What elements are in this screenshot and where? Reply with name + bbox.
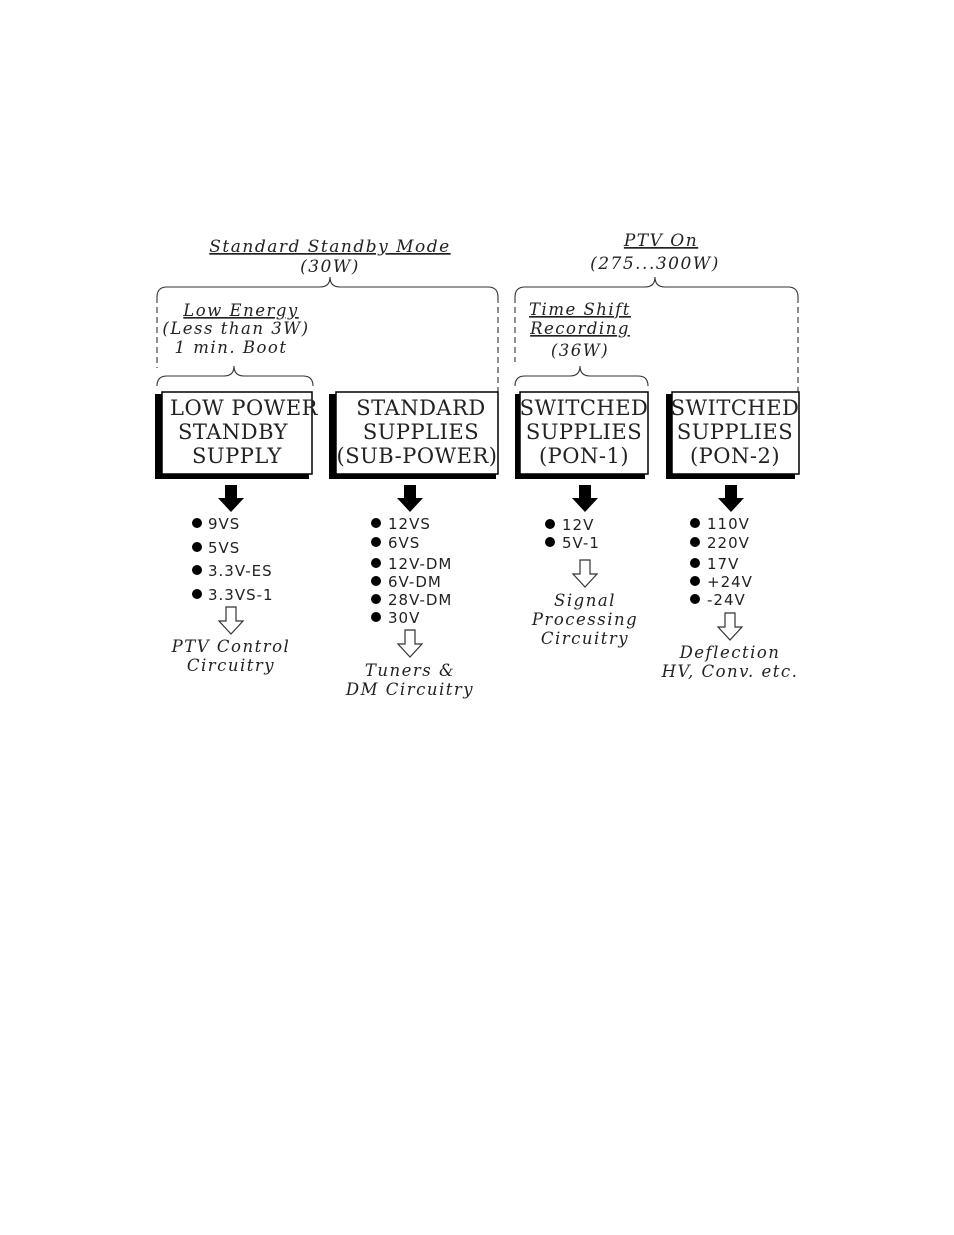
svg-text:17V: 17V — [707, 555, 740, 573]
svg-text:LOW POWER: LOW POWER — [170, 396, 318, 420]
svg-text:+24V: +24V — [707, 573, 753, 591]
svg-text:6VS: 6VS — [388, 534, 421, 552]
svg-text:SUPPLIES: SUPPLIES — [362, 420, 480, 444]
svg-text:3.3V-ES: 3.3V-ES — [208, 562, 273, 580]
svg-text:(PON-2): (PON-2) — [689, 444, 781, 468]
svg-text:PTV Control: PTV Control — [171, 637, 291, 656]
ptv-on-brace — [515, 277, 798, 297]
supply-2-destination — [345, 661, 474, 699]
supply-4-outputs — [690, 515, 753, 609]
supply-4-output-arrow — [718, 485, 744, 512]
standby-mode-title: Standard Standby Mode — [209, 237, 451, 257]
svg-text:SUPPLIES: SUPPLIES — [676, 420, 794, 444]
time-shift-title: Time Shift — [529, 300, 631, 319]
low-energy-brace — [157, 366, 313, 386]
svg-text:Processing: Processing — [531, 610, 639, 629]
ptv-on-power: (275...300W) — [590, 254, 720, 274]
svg-text:12V-DM: 12V-DM — [388, 555, 453, 573]
supply-1-destination — [171, 637, 291, 675]
standby-mode-brace — [157, 277, 498, 297]
supply-4-destination — [661, 643, 799, 681]
low-energy-power: (Less than 3W) — [162, 319, 310, 338]
switched-supplies-pon-1 — [515, 392, 648, 479]
svg-text:30V: 30V — [388, 609, 421, 627]
supply-4-destination-arrow — [718, 613, 742, 640]
svg-text:5V-1: 5V-1 — [562, 534, 600, 552]
time-shift-power: (36W) — [550, 341, 610, 360]
supply-1-outputs — [192, 515, 274, 604]
svg-text:12VS: 12VS — [388, 515, 431, 533]
low-power-standby-supply — [155, 392, 319, 479]
svg-text:Tuners &: Tuners & — [364, 661, 456, 680]
supply-1-destination-arrow — [219, 607, 243, 634]
ptv-on-title: PTV On — [623, 231, 699, 251]
supply-3-outputs — [545, 516, 600, 552]
svg-text:Signal: Signal — [554, 591, 616, 610]
supply-2-outputs — [371, 515, 452, 627]
supply-2-output-arrow — [397, 485, 423, 512]
time-shift-recording: Recording — [530, 319, 630, 338]
svg-text:(PON-1): (PON-1) — [538, 444, 630, 468]
switched-supplies-pon-2 — [666, 392, 799, 479]
svg-text:110V: 110V — [707, 515, 750, 533]
svg-text:-24V: -24V — [707, 591, 746, 609]
supply-2-destination-arrow — [398, 630, 422, 657]
svg-text:HV, Conv. etc.: HV, Conv. etc. — [661, 662, 799, 681]
svg-text:9VS: 9VS — [208, 515, 241, 533]
supply-3-output-arrow — [572, 485, 598, 512]
time-shift-brace — [515, 366, 648, 386]
svg-text:STANDARD: STANDARD — [356, 396, 486, 420]
svg-text:STANDBY: STANDBY — [178, 420, 289, 444]
svg-text:Circuitry: Circuitry — [186, 656, 276, 675]
low-energy-title: Low Energy — [183, 301, 299, 320]
svg-text:Circuitry: Circuitry — [540, 629, 630, 648]
svg-text:SUPPLY: SUPPLY — [192, 444, 282, 468]
svg-text:12V: 12V — [562, 516, 595, 534]
supply-3-destination-arrow — [573, 560, 597, 587]
svg-text:Deflection: Deflection — [679, 643, 781, 662]
svg-text:SWITCHED: SWITCHED — [670, 396, 800, 420]
standby-mode-power: (30W) — [300, 257, 360, 277]
svg-text:6V-DM: 6V-DM — [388, 573, 442, 591]
svg-text:DM Circuitry: DM Circuitry — [345, 680, 475, 699]
low-energy-boot: 1 min. Boot — [174, 338, 288, 357]
svg-text:3.3VS-1: 3.3VS-1 — [208, 586, 274, 604]
svg-text:SWITCHED: SWITCHED — [519, 396, 649, 420]
supply-1-output-arrow — [218, 485, 244, 512]
svg-text:220V: 220V — [707, 534, 750, 552]
supply-3-destination — [531, 591, 638, 648]
svg-text:SUPPLIES: SUPPLIES — [525, 420, 643, 444]
svg-text:(SUB-POWER): (SUB-POWER) — [336, 444, 498, 468]
svg-text:5VS: 5VS — [208, 539, 241, 557]
standard-supplies — [329, 392, 498, 479]
svg-text:28V-DM: 28V-DM — [388, 591, 453, 609]
